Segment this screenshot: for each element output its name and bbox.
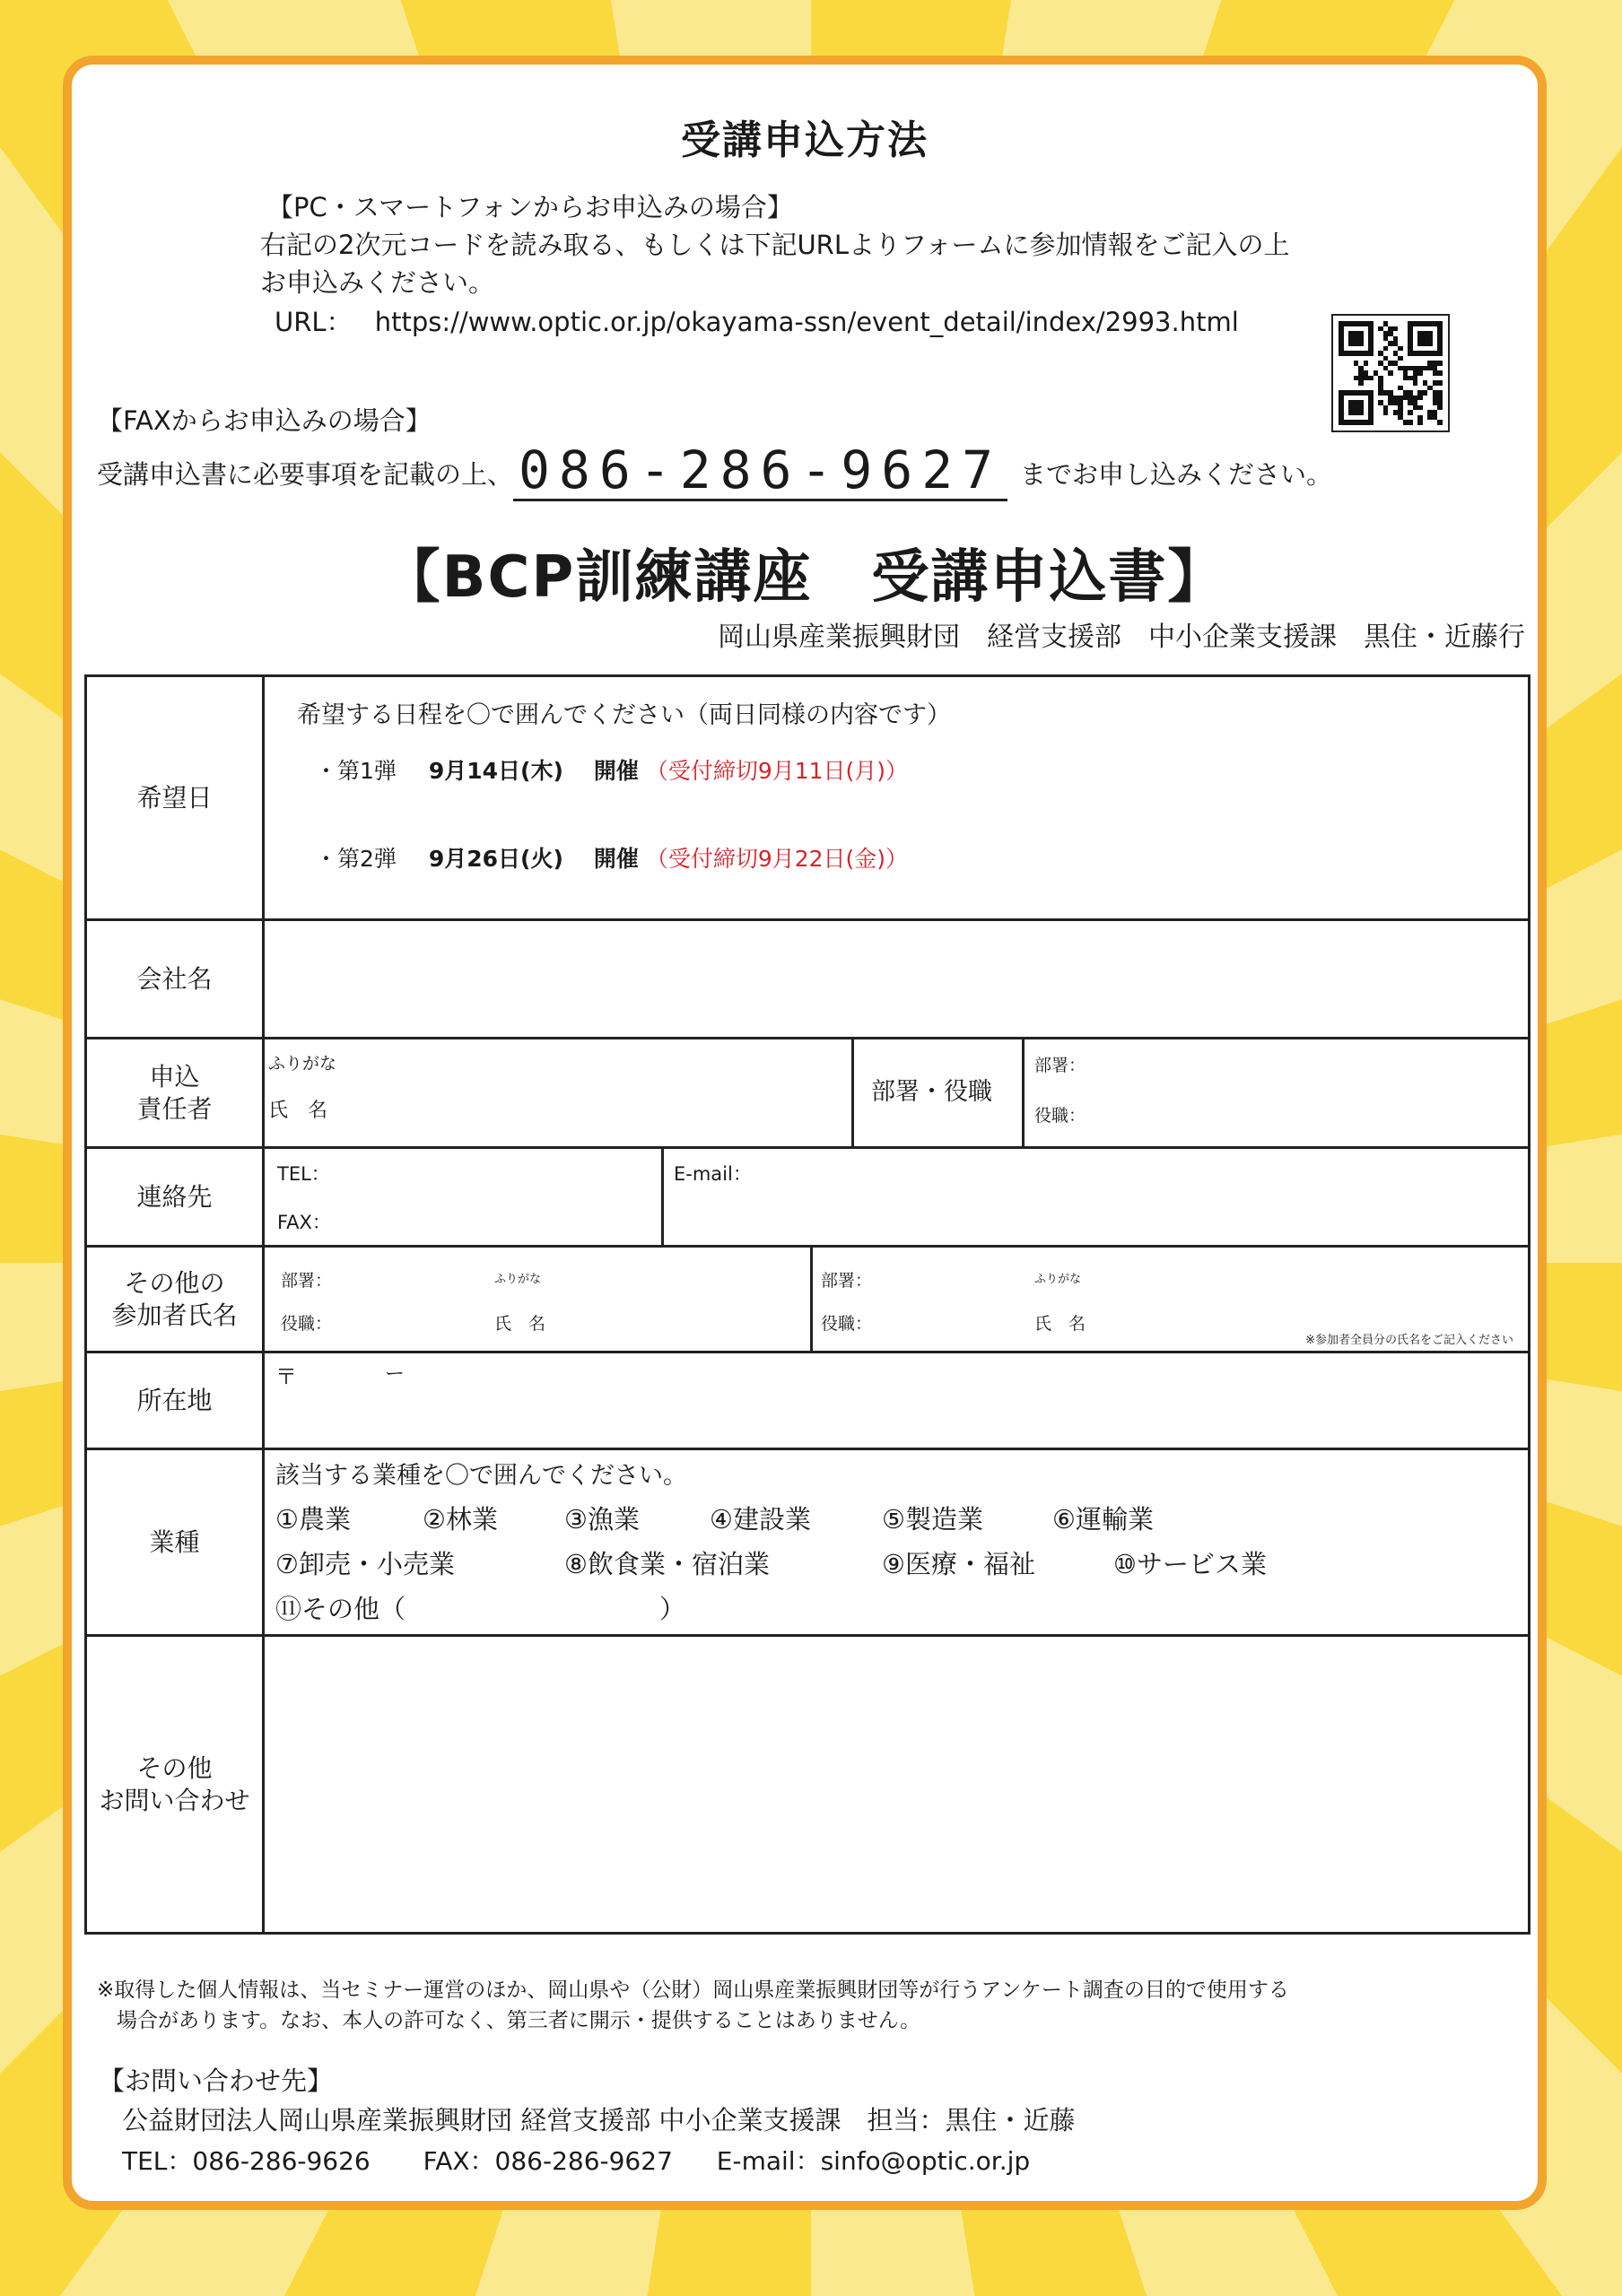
url-label: URL： (275, 307, 353, 337)
inquiry-label-line1: その他 (136, 1752, 213, 1783)
date-cell[interactable] (264, 676, 1530, 920)
row-company (86, 920, 1530, 1039)
inquiry-label-line2: お問い合わせ (99, 1785, 250, 1815)
privacy-notice-line2: 場合があります。なお、本人の許可なく、第三者に開示・提供することはありません。 (117, 2009, 921, 2032)
row-contact (86, 1148, 1530, 1247)
fax-heading: 【FAXからお申込みの場合】 (97, 405, 432, 436)
industry-label: 業種 (86, 1449, 264, 1636)
tel-field[interactable] (345, 1149, 650, 1196)
address-label: 所在地 (86, 1352, 264, 1449)
postal-mark: 〒 (275, 1364, 297, 1389)
pc-instruction-line1: 右記の2次元コードを読み取る、もしくは下記URLよりフォームに参加情報をご記入の上 (260, 230, 1290, 260)
applicant-label (86, 1039, 264, 1148)
pc-instruction-line2: お申込みください。 (260, 267, 495, 298)
privacy-notice (97, 1975, 1289, 2036)
industry-other-field[interactable] (390, 1587, 659, 1626)
row-industry (86, 1449, 1530, 1636)
form-addressee: 岡山県産業振興財団 経営支援部 中小企業支援課 黒住・近藤行 (718, 622, 1525, 653)
session2-option[interactable] (315, 840, 908, 878)
row-address (86, 1352, 1530, 1449)
contact-tel: TEL：086-286-9626 (122, 2146, 371, 2176)
industry-option-9[interactable]: ⑨医療・福祉 (882, 1549, 1035, 1579)
fax-field[interactable] (345, 1197, 650, 1244)
participant1-furigana-label: ふりがな (494, 1273, 542, 1286)
application-card (63, 56, 1547, 2210)
applicant-dept-label: 部署： (1034, 1056, 1086, 1075)
industry-option-5[interactable]: ⑤製造業 (882, 1504, 983, 1535)
participant2-name-label: 氏 名 (1034, 1314, 1086, 1334)
participant2-furigana-label: ふりがな (1034, 1273, 1082, 1286)
session2-deadline: （受付締切9月22日(金)） (645, 846, 909, 872)
participant-note: ※参加者全員分の氏名をご記入ください (1305, 1334, 1513, 1347)
participant1-field[interactable] (345, 1248, 794, 1348)
other-participants-cell (264, 1247, 1530, 1352)
participant1-role-label: 役職： (281, 1314, 333, 1334)
applicant-furigana-label: ふりがな (268, 1054, 337, 1074)
contact-cell (264, 1148, 1530, 1247)
tel-label: TEL： (277, 1163, 330, 1185)
session2-date: 9月26日(火) (428, 846, 563, 872)
applicant-name-field[interactable] (318, 1039, 848, 1144)
industry-option-3[interactable]: ③漁業 (564, 1504, 640, 1535)
inquiry-field[interactable] (264, 1636, 1530, 1934)
page-title: 受講申込方法 (681, 117, 929, 163)
contact-details (122, 2142, 1030, 2181)
session1-held: 開催 (593, 758, 639, 784)
contact-email-link[interactable]: E-mail：sinfo@optic.or.jp (716, 2146, 1031, 2176)
applicant-cell (264, 1039, 1530, 1148)
applicant-label-line2: 責任者 (136, 1093, 213, 1124)
form-title: 【BCP訓練講座 受講申込書】 (382, 544, 1227, 611)
contact-label: 連絡先 (86, 1148, 264, 1247)
contact-heading: 【お問い合わせ先】 (99, 2066, 334, 2096)
address-field[interactable] (264, 1352, 1530, 1449)
contact-fax: FAX：086-286-9627 (423, 2146, 673, 2176)
application-url-link[interactable]: https://www.optic.or.jp/okayama-ssn/event_detail/index/2993.html (374, 307, 1239, 337)
date-instruction: 希望する日程を〇で囲んでください（両日同様の内容です） (297, 701, 951, 729)
applicant-name-label: 氏 名 (268, 1100, 328, 1122)
industry-option-7[interactable]: ⑦卸売・小売業 (275, 1549, 455, 1579)
fax-instruction-before: 受講申込書に必要事項を記載の上、 (97, 459, 514, 490)
industry-option-11[interactable]: ⑪その他（ (275, 1594, 406, 1624)
email-field[interactable] (767, 1149, 1521, 1242)
industry-instruction: 該当する業種を〇で囲んでください。 (275, 1462, 687, 1490)
session2-held: 開催 (593, 846, 639, 872)
contact-org: 公益財団法人岡山県産業振興財団 経営支援部 中小企業支援課 担当：黒住・近藤 (122, 2105, 1076, 2135)
row-date (86, 676, 1530, 920)
application-form-table (84, 674, 1530, 1935)
qr-code-icon[interactable] (1331, 314, 1450, 432)
session1-option[interactable] (315, 752, 908, 790)
fax-instruction-after: までお申し込みください。 (1020, 459, 1333, 490)
applicant-dept-role-field[interactable] (1090, 1039, 1521, 1144)
industry-option-4[interactable]: ④建設業 (710, 1504, 811, 1535)
industry-option-2[interactable]: ②林業 (423, 1504, 498, 1535)
participant2-role-label: 役職： (821, 1314, 873, 1334)
applicant-role-label: 役職： (1034, 1106, 1086, 1126)
participant1-dept-label: 部署： (281, 1271, 333, 1291)
row-inquiry (86, 1636, 1530, 1934)
industry-option-10[interactable]: ⑩サービス業 (1113, 1549, 1267, 1579)
row-other-participants (86, 1247, 1530, 1352)
company-name-field[interactable] (264, 920, 1530, 1039)
date-label: 希望日 (86, 676, 264, 920)
participant1-name-label: 氏 名 (494, 1314, 546, 1334)
other-participants-label (86, 1247, 264, 1352)
applicant-dept-role-label: 部署・役職 (871, 1078, 992, 1106)
applicant-label-line1: 申込 (149, 1061, 200, 1091)
participant2-dept-label: 部署： (821, 1271, 873, 1291)
session1-date: 9月14日(木) (428, 758, 563, 784)
fax-instruction (97, 441, 1332, 501)
fax-number: 086-286-9627 (513, 441, 1007, 501)
other-participants-label-line2: 参加者氏名 (111, 1300, 238, 1330)
email-label: E-mail： (674, 1163, 752, 1185)
participant2-field[interactable] (884, 1248, 1512, 1319)
session2-prefix: ・第2弾 (315, 846, 397, 872)
postal-dash: ー (385, 1363, 406, 1386)
industry-cell (264, 1449, 1530, 1636)
url-row (275, 303, 1239, 341)
inquiry-label (86, 1636, 264, 1934)
industry-option-6[interactable]: ⑥運輸業 (1052, 1504, 1154, 1535)
session1-deadline: （受付締切9月11日(月)） (645, 758, 909, 784)
session1-prefix: ・第1弾 (315, 758, 397, 784)
pc-heading: 【PC・スマートフォンからお申込みの場合】 (267, 192, 793, 222)
other-participants-label-line1: その他の (124, 1267, 225, 1298)
industry-option-1[interactable]: ①農業 (275, 1504, 351, 1535)
industry-option-11-close: ） (659, 1594, 686, 1624)
company-label: 会社名 (86, 920, 264, 1039)
row-applicant (86, 1039, 1530, 1148)
fax-label: FAX： (277, 1212, 331, 1233)
industry-option-8[interactable]: ⑧飲食業・宿泊業 (564, 1549, 770, 1579)
privacy-notice-line1: ※取得した個人情報は、当セミナー運営のほか、岡山県や（公財）岡山県産業振興財団等が行うアンケート調査の目的で使用する (97, 1979, 1289, 2002)
qr-module (1437, 420, 1443, 425)
